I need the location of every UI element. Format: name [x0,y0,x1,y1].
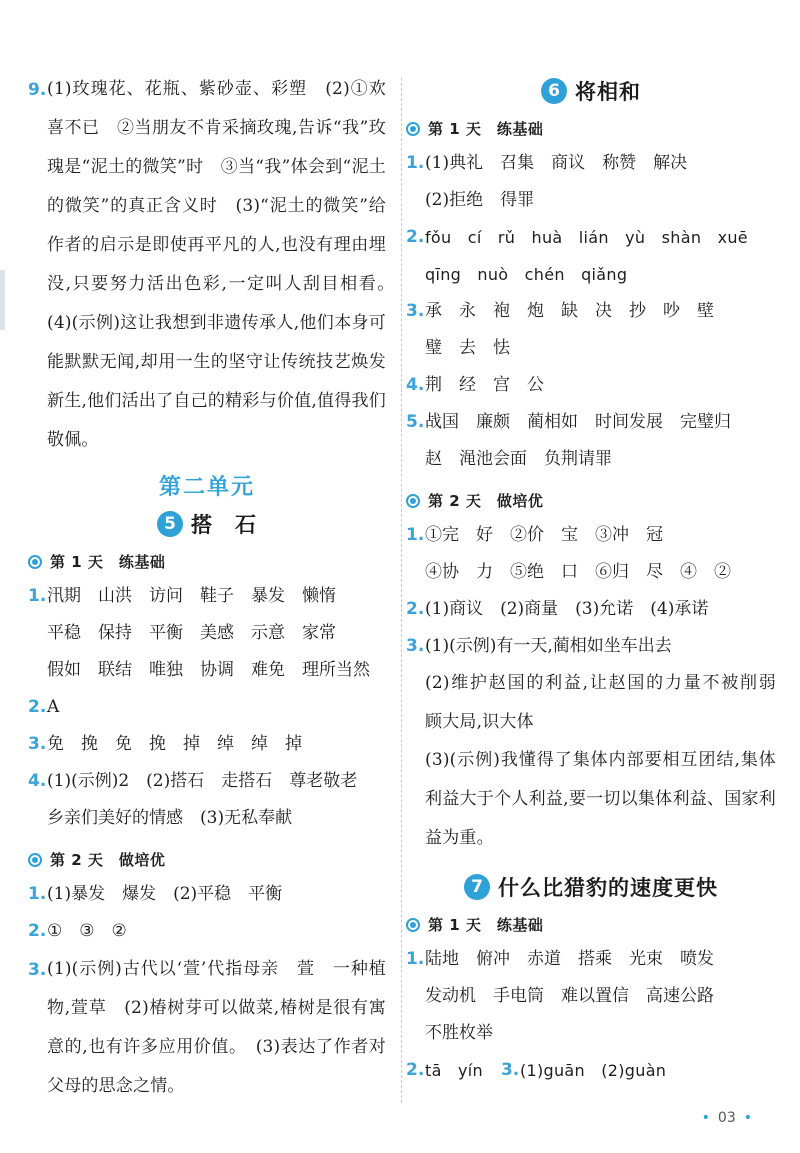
target-icon [28,555,42,569]
answer-3 [28,958,386,1106]
answer-line: ①完 好 ②价 宝 ③冲 冠 [425,525,663,545]
answer-3 [28,726,386,763]
unit-title: 第二单元 [158,475,255,500]
question-number: 3. [28,734,47,754]
answer-line: (1)(示例)有一天,蔺相如坐车出去 [425,636,672,656]
question-number: 2. [28,921,47,941]
question-number: 5. [406,412,425,432]
day-heading [28,849,386,870]
answer-1 [28,876,386,913]
answer-line: (2)拒绝 得罪 [425,190,535,210]
lesson-number-badge: 7 [464,874,490,900]
answer-3 [406,628,794,858]
question-number: 1. [406,949,425,969]
answer-line: ① ③ ② [47,921,127,941]
question-number: 1. [406,525,425,545]
lesson-title: 什么比猎豹的速度更快 [498,876,718,900]
day-heading [406,118,776,139]
answer-line: 战国 廉颇 蔺相如 时间发展 完璧归 [425,412,731,432]
question-number: 3. [406,301,425,321]
answer-line: 乡亲们美好的情感 (3)无私奉献 [47,808,293,828]
pinyin-line: (1)guān (2)guàn [519,1061,667,1080]
answer-line: 发动机 手电筒 难以置信 高速公路 [425,986,714,1006]
question-number: 2. [406,1060,425,1080]
answer-line: 假如 联结 唯独 协调 难免 理所当然 [47,660,370,680]
answer-line: (1)(示例)2 (2)搭石 走搭石 尊老敬老 [47,771,358,791]
answer-line: (1)暴发 爆发 (2)平稳 平衡 [47,884,283,904]
answer-4 [28,763,386,837]
dot-icon: • [701,1110,710,1126]
question-number: 9. [28,80,47,100]
page-edge-mark [0,270,5,330]
question-number: 2. [406,227,425,247]
answer-line: 平稳 保持 平衡 美感 示意 家常 [47,623,336,643]
answer-line: 璧 去 怯 [425,338,510,358]
answer-text: (3)(示例)我懂得了集体内部要相互团结,集体利益大于个人利益,要一切以集体利益、国家利益为重。 [425,750,776,848]
right-column [406,76,794,1089]
page-number [702,1110,752,1126]
pinyin-line: fǒu cí rǔ huà lián yù shàn xuē [425,228,748,247]
day-label: 第 1 天 练基础 [428,120,544,138]
target-icon [406,918,420,932]
day-label: 第 1 天 练基础 [428,916,544,934]
question-number: 2. [406,599,425,619]
pinyin-line: qīng nuò chén qiǎng [425,265,628,284]
answer-line: 免 挽 免 挽 掉 绰 绰 掉 [47,734,302,754]
answer-line: 承 永 袍 炮 缺 决 抄 吵 壁 [425,301,714,321]
question-number: 1. [28,586,47,606]
answer-2 [28,913,386,950]
question-number: 4. [28,771,47,791]
dot-icon: • [743,1110,752,1126]
left-column [28,76,404,1106]
lesson-number-badge: 6 [541,78,567,104]
question-number: 3. [406,636,425,656]
pinyin-line: tā yín [425,1061,483,1080]
answer-line: (1)商议 (2)商量 (3)允诺 (4)承诺 [425,599,709,619]
lesson-heading [406,76,776,106]
answer-1 [406,941,776,1052]
day-label: 第 2 天 做培优 [428,492,544,510]
answer-4 [406,367,776,404]
page-number-text: 03 [717,1110,736,1126]
answer-1 [406,517,776,591]
question-number: 3. [500,1060,520,1080]
question-number: 4. [406,375,425,395]
answer-text: (1)玫瑰花、花瓶、紫砂壶、彩塑 (2)①欢喜不已 ②当朋友不肯采摘玫瑰,告诉“我”玫瑰是“泥土的微笑”时 ③当“我”体会到“泥土的微笑”的真正含义时 (3)“泥土的微笑”给作者的启示是即使再平凡的人,也没有理由埋没,只要努力活出色彩,一定叫人刮目相看。 (4)(示例)这让我想到非遗传承人,他们本身可能默默无闻,却用一生的坚守让传统技艺焕发新生,他们活出了自己的精彩与价值,值得我们敬佩。 [47,79,404,450]
answer-line: ④协 力 ⑤绝 口 ⑥归 尽 ④ ② [425,562,731,582]
lesson-heading [406,872,776,902]
answer-line: 陆地 俯冲 赤道 搭乘 光束 喷发 [425,949,714,969]
question-number: 1. [28,884,47,904]
answer-1 [406,145,776,219]
lesson-title: 将相和 [575,80,641,104]
answer-2 [406,591,776,628]
day-heading [406,490,776,511]
lesson-heading [28,509,386,539]
answer-9 [28,78,404,460]
answer-5 [406,404,776,478]
answer-text: (2)维护赵国的利益,让赵国的力量不被削弱 顾大局,识大体 [425,673,794,732]
lesson-title: 搭 石 [191,513,257,537]
target-icon [406,122,420,136]
answer-1 [28,578,386,689]
answer-3 [406,293,776,367]
lesson-number-badge: 5 [157,511,183,537]
answer-2 [406,219,776,293]
answer-2 [28,689,386,726]
day-heading [406,914,776,935]
day-label: 第 1 天 练基础 [50,553,166,571]
column-divider [401,78,402,1103]
answer-line: (1)典礼 召集 商议 称赞 解决 [425,153,688,173]
question-number: 3. [28,960,47,980]
target-icon [28,853,42,867]
answer-2-3 [406,1052,776,1089]
answer-line: 汛期 山洪 访问 鞋子 暴发 懒惰 [47,586,336,606]
answer-line: 赵 渑池会面 负荆请罪 [425,449,612,469]
day-heading [28,551,386,572]
target-icon [406,494,420,508]
question-number: 1. [406,153,425,173]
answer-line: A [47,697,60,717]
answer-text: (1)(示例)古代以‘萱’代指母亲 萱 一种植物,萱草 (2)椿树芽可以做菜,椿树是很有寓意的,也有许多应用价值。 (3)表达了作者对父母的思念之情。 [47,959,386,1096]
day-label: 第 2 天 做培优 [50,851,166,869]
answer-line: 荆 经 宫 公 [425,375,544,395]
question-number: 2. [28,697,47,717]
answer-line: 不胜枚举 [425,1023,493,1043]
